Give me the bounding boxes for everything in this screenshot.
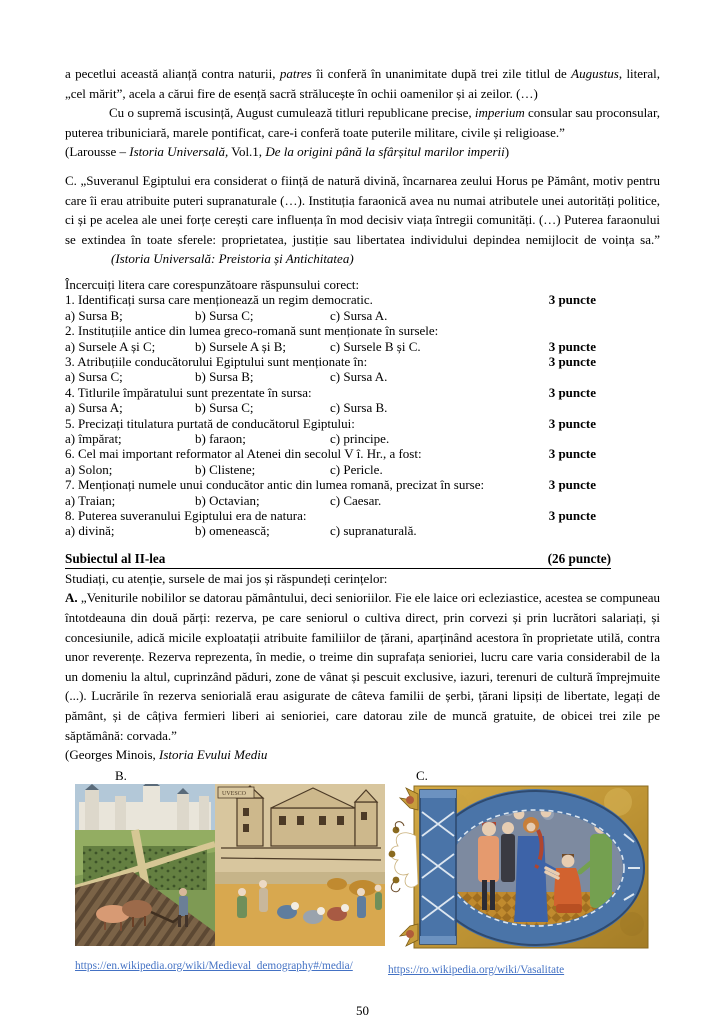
source-c-citation: (Istoria Universală: Preistoria și Antichitatea) <box>111 251 354 267</box>
text-run: , literal, „cel mărit”, acela a cărui fire de esență sacră strălucește în ochii oamenilor și ai zeilor. (…) <box>65 66 661 101</box>
points-badge: 3 puncte <box>548 384 596 400</box>
question-6 <box>65 446 660 461</box>
option-a[interactable]: a) Sursele A și C; <box>65 338 156 354</box>
subject2-heading <box>65 550 611 569</box>
text-run: (Larousse – <box>65 144 130 160</box>
option-c[interactable]: c) Sursa A. <box>330 307 388 323</box>
text-run: C. „Suveranul Egiptului era considerat o ființă de natură divină, încarnarea zeului Horus pe Pământ, motiv pentru care îi erau atribuite puteri supranaturale (…). Instituția faraonică avea nu numai atributele unei autorități politice, ci și pe acelea ale unei forțe cerești care influența în mod decisiv viața întregii comunități. (…) Puterea faraonului se extindea în toate sferele: proprietatea, justiție sau libertatea individului depindea nemijlocit de voința sa.” <box>65 172 660 247</box>
option-c[interactable]: c) Pericle. <box>330 461 383 477</box>
question-7 <box>65 477 660 492</box>
source-a-paragraph-1 <box>65 64 660 103</box>
text-run: „Veniturile nobililor se datorau pământului, deci senioriilor. Fie ele laice ori ecleziastice, acestea se compuneau întotdeauna din două părți: rezerva, pe care seniorul o cultiva direct, prin corvezi și prin lucrători salariați, și concesiunile, adică micile exploatații atribuite familiilor de țărani, aparținând acestora în proprietate utilă, contra unor reverențe. Rezerva reprezenta, în medie, o treime din suprafața senioriei, lucru care varia considerabil de la un domeniu la altul, cuprinzând păduri, zone de vânat și pescuit exclusive, iazuri, terenuri de cultură împrejmuite (...). Lucrările în rezerva seniorială erau asigurate de câteva familii de șerbi, țărani lipsiți de libertate, legați de pământ, și de câțiva fermieri liberi ai senioriei, care datorau zile de muncă gratuite, de obicei trei zile pe săptămână: corvada.” <box>65 590 660 743</box>
figure-c <box>388 768 650 977</box>
option-a[interactable]: a) Traian; <box>65 492 116 508</box>
question-5 <box>65 416 660 431</box>
source-a2-paragraph <box>65 588 660 745</box>
points-badge: 3 puncte <box>548 353 596 369</box>
option-b[interactable]: b) Sursa C; <box>195 307 254 323</box>
source-a-paragraph-2 <box>65 103 660 142</box>
points-badge: 3 puncte <box>548 508 596 524</box>
subject2-title: Subiectul al II-lea <box>65 550 166 566</box>
option-b[interactable]: b) Clistene; <box>195 461 256 477</box>
text-run-italic: patres <box>279 66 312 81</box>
option-b[interactable]: b) omenească; <box>195 523 270 539</box>
option-c[interactable]: c) supranaturală. <box>330 523 417 539</box>
figure-b-link[interactable]: https://en.wikipedia.org/wiki/Medieval_demography#/media/ <box>75 959 353 972</box>
engraving-caption: UVESCO <box>222 790 247 797</box>
points-badge: 3 puncte <box>548 477 596 493</box>
question-text: 3. Atribuțiile conducătorului Egiptului sunt menționate în: <box>65 353 368 369</box>
option-a[interactable]: a) Solon; <box>65 461 113 477</box>
text-run-italic: Istoria Universală, <box>129 144 229 160</box>
question-4 <box>65 385 660 400</box>
source-c-paragraph <box>65 171 660 269</box>
page-number: 50 <box>356 1002 369 1018</box>
option-a[interactable]: a) împărat; <box>65 431 122 446</box>
option-a[interactable]: a) Sursa A; <box>65 400 123 416</box>
question-5-options <box>65 431 660 446</box>
question-2 <box>65 323 660 338</box>
figure-b-link-row <box>75 959 385 973</box>
text-run: îi conferă în unanimitate după trei zile titlul de <box>311 66 572 81</box>
medieval-farming-illustration <box>75 784 385 946</box>
figure-c-label: C. <box>416 767 428 783</box>
question-3 <box>65 354 660 369</box>
option-a[interactable]: a) Sursa B; <box>65 307 123 323</box>
question-8 <box>65 508 660 523</box>
question-2-options <box>65 339 660 354</box>
source-a2-citation <box>65 745 660 765</box>
question-text: 6. Cel mai important reformator al Atenei din secolul V î. Hr., a fost: <box>65 446 422 462</box>
option-a[interactable]: a) divină; <box>65 523 115 539</box>
option-b[interactable]: b) Sursa C; <box>195 400 254 416</box>
text-run: (Georges Minois, <box>65 747 160 763</box>
figure-b <box>75 768 385 977</box>
points-badge: 3 puncte <box>548 415 596 431</box>
text-run-italic: De la origini până la sfârșitul marilor imperii <box>265 144 505 160</box>
source-a-citation <box>65 142 660 162</box>
source-a2-label: A. <box>65 590 78 606</box>
question-text: 1. Identificați sursa care menționează un regim democratic. <box>65 292 373 308</box>
figure-c-link[interactable]: https://ro.wikipedia.org/wiki/Vasalitate <box>388 963 565 976</box>
option-a[interactable]: a) Sursa C; <box>65 369 123 385</box>
question-8-options <box>65 523 660 538</box>
question-text: 7. Menționați numele unui conducător antic din lumea romană, precizat în surse: <box>65 477 485 493</box>
question-text: 5. Precizați titulatura purtată de conducătorul Egiptului: <box>65 415 355 431</box>
question-7-options <box>65 493 660 508</box>
question-text: 4. Titlurile împăratului sunt prezentate în sursa: <box>65 384 312 400</box>
option-c[interactable]: c) principe. <box>330 431 390 446</box>
text-run: Vol.1, <box>228 144 266 160</box>
question-6-options <box>65 462 660 477</box>
option-b[interactable]: b) Sursa B; <box>195 369 254 385</box>
option-b[interactable]: b) faraon; <box>195 431 246 446</box>
text-run: ) <box>504 144 510 160</box>
question-text: 2. Instituțiile antice din lumea greco-romană sunt menționate în sursele: <box>65 323 439 339</box>
question-text: 8. Puterea suveranului Egiptului era de natura: <box>65 508 307 524</box>
option-c[interactable]: c) Sursele B și C. <box>330 338 421 354</box>
option-c[interactable]: c) Caesar. <box>330 492 382 508</box>
illuminated-initial-d-homage-scene <box>388 784 650 950</box>
subject1-quiz <box>65 277 660 539</box>
text-run: Cu o supremă iscusință, August cumulează titluri republicane precise, <box>109 105 475 121</box>
points-badge: 3 puncte <box>548 338 596 354</box>
option-c[interactable]: c) Sursa B. <box>330 400 388 416</box>
question-1 <box>65 292 660 307</box>
points-badge: 3 puncte <box>548 292 596 308</box>
text-run-italic: Augustus <box>571 66 619 81</box>
figures-row <box>65 768 660 977</box>
option-b[interactable]: b) Sursele A și B; <box>195 338 287 354</box>
text-run-italic: Istoria Evului Mediu <box>159 747 268 763</box>
option-c[interactable]: c) Sursa A. <box>330 369 388 385</box>
figure-c-link-row <box>388 963 650 977</box>
text-run: consular sau proconsular, puterea tribuniciară, marele pontificat, care-i conferă toate puterile militare, civile și religioase.” <box>65 105 661 140</box>
text-run-italic: imperium <box>474 105 525 121</box>
quiz-instruction: Încercuiți litera care corespunzătoare răspunsului corect: <box>65 276 360 292</box>
figure-b-label: B. <box>115 767 127 783</box>
question-3-options <box>65 369 660 384</box>
text-run: a pecetlui această alianță contra naturii, <box>65 66 280 81</box>
question-4-options <box>65 400 660 415</box>
subject2-points: (26 puncte) <box>547 550 611 566</box>
question-1-options <box>65 308 660 323</box>
subject2-instruction: Studiați, cu atenție, sursele de mai jos și răspundeți cerințelor: <box>65 570 388 586</box>
option-b[interactable]: b) Octavian; <box>195 492 260 508</box>
points-badge: 3 puncte <box>548 446 596 462</box>
